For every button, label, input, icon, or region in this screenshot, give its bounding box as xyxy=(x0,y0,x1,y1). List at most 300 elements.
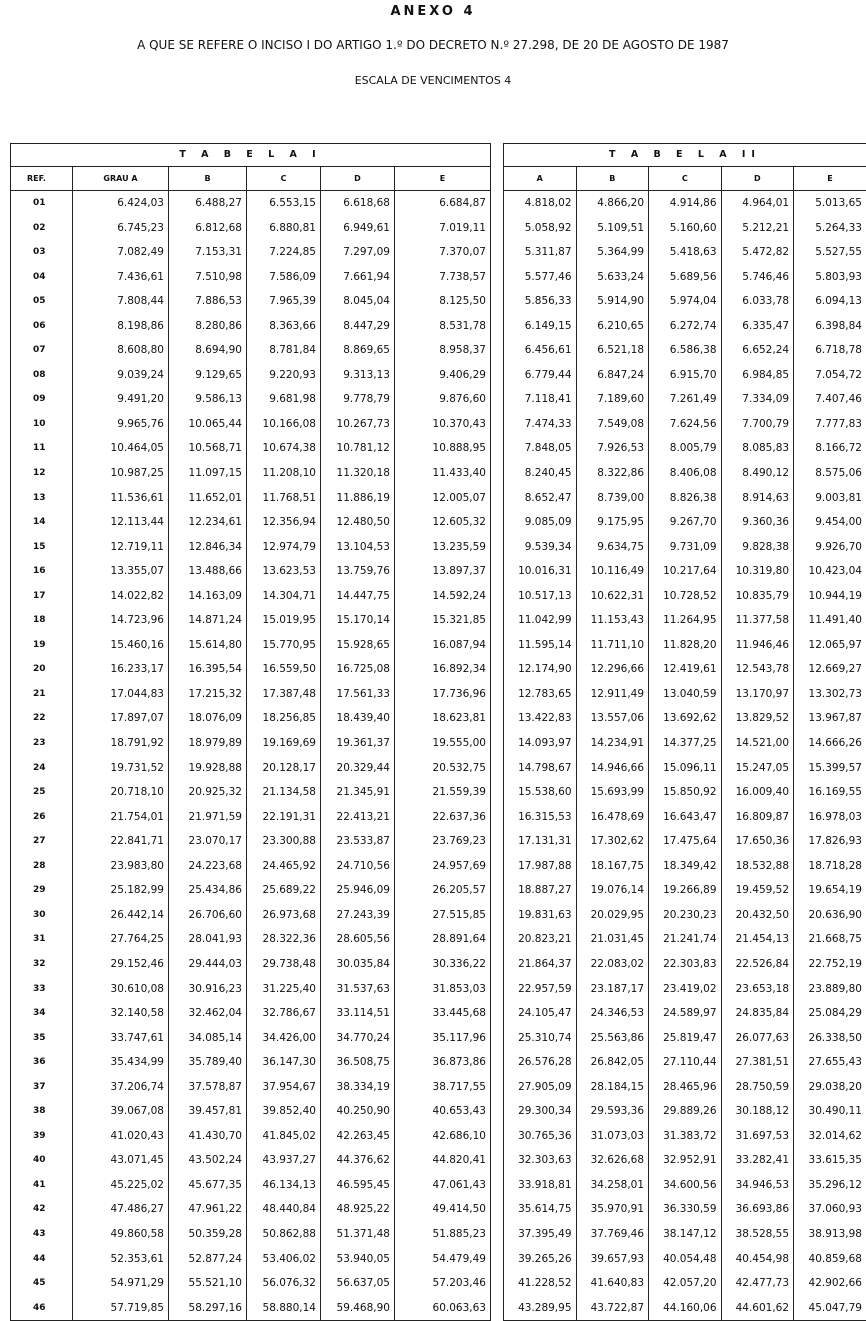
value-cell: 13.557,06 xyxy=(576,706,649,731)
ref-cell: 21 xyxy=(11,682,73,707)
value-cell: 7.224,85 xyxy=(247,240,321,265)
value-cell: 6.652,24 xyxy=(721,338,794,363)
value-cell: 6.210,65 xyxy=(576,314,649,339)
value-cell: 14.666,26 xyxy=(794,731,866,756)
value-cell: 23.419,02 xyxy=(649,977,722,1002)
value-cell: 8.739,00 xyxy=(576,486,649,511)
table-row xyxy=(11,584,491,609)
value-cell: 6.684,87 xyxy=(395,191,491,216)
value-cell: 24.465,92 xyxy=(247,854,321,879)
value-cell: 15.096,11 xyxy=(649,756,722,781)
value-cell: 6.521,18 xyxy=(576,338,649,363)
value-cell: 47.061,43 xyxy=(395,1173,491,1198)
value-cell: 10.888,95 xyxy=(395,436,491,461)
value-cell: 16.809,87 xyxy=(721,805,794,830)
value-cell: 23.187,17 xyxy=(576,977,649,1002)
value-cell: 20.128,17 xyxy=(247,756,321,781)
value-cell: 30.188,12 xyxy=(721,1099,794,1124)
value-cell: 57.719,85 xyxy=(73,1296,169,1321)
value-cell: 40.454,98 xyxy=(721,1247,794,1272)
value-cell: 11.711,10 xyxy=(576,633,649,658)
value-cell: 11.377,58 xyxy=(721,608,794,633)
value-cell: 10.781,12 xyxy=(321,436,395,461)
value-cell: 33.747,61 xyxy=(73,1026,169,1051)
table-row xyxy=(504,854,866,879)
ref-cell: 18 xyxy=(11,608,73,633)
value-cell: 7.153,31 xyxy=(169,240,247,265)
value-cell: 33.615,35 xyxy=(794,1148,866,1173)
value-cell: 31.225,40 xyxy=(247,977,321,1002)
value-cell: 24.346,53 xyxy=(576,1001,649,1026)
value-cell: 9.360,36 xyxy=(721,510,794,535)
value-cell: 10.166,08 xyxy=(247,412,321,437)
value-cell: 17.475,64 xyxy=(649,829,722,854)
value-cell: 18.256,85 xyxy=(247,706,321,731)
value-cell: 34.085,14 xyxy=(169,1026,247,1051)
value-cell: 11.264,95 xyxy=(649,608,722,633)
value-cell: 12.719,11 xyxy=(73,535,169,560)
value-cell: 10.835,79 xyxy=(721,584,794,609)
value-cell: 9.003,81 xyxy=(794,486,866,511)
table-row xyxy=(11,1271,491,1296)
value-cell: 8.447,29 xyxy=(321,314,395,339)
value-cell: 23.983,80 xyxy=(73,854,169,879)
value-cell: 8.045,04 xyxy=(321,289,395,314)
ref-cell: 28 xyxy=(11,854,73,879)
value-cell: 33.282,41 xyxy=(721,1148,794,1173)
value-cell: 22.841,71 xyxy=(73,829,169,854)
ref-cell: 13 xyxy=(11,486,73,511)
value-cell: 22.413,21 xyxy=(321,805,395,830)
value-cell: 37.060,93 xyxy=(794,1197,866,1222)
value-cell: 6.033,78 xyxy=(721,289,794,314)
value-cell: 10.944,19 xyxy=(794,584,866,609)
value-cell: 24.957,69 xyxy=(395,854,491,879)
value-cell: 11.946,46 xyxy=(721,633,794,658)
value-cell: 8.869,65 xyxy=(321,338,395,363)
value-cell: 6.984,85 xyxy=(721,363,794,388)
value-cell: 6.488,27 xyxy=(169,191,247,216)
value-cell: 10.116,49 xyxy=(576,559,649,584)
table-row xyxy=(504,1222,866,1247)
table-row xyxy=(11,191,491,216)
table-row xyxy=(11,1099,491,1124)
value-cell: 23.889,80 xyxy=(794,977,866,1002)
value-cell: 21.134,58 xyxy=(247,780,321,805)
table-row xyxy=(11,952,491,977)
value-cell: 14.304,71 xyxy=(247,584,321,609)
value-cell: 9.406,29 xyxy=(395,363,491,388)
value-cell: 32.303,63 xyxy=(504,1148,577,1173)
value-cell: 8.490,12 xyxy=(721,461,794,486)
ref-cell: 43 xyxy=(11,1222,73,1247)
value-cell: 24.105,47 xyxy=(504,1001,577,1026)
value-cell: 37.395,49 xyxy=(504,1222,577,1247)
value-cell: 4.964,01 xyxy=(721,191,794,216)
value-cell: 48.440,84 xyxy=(247,1197,321,1222)
value-cell: 39.852,40 xyxy=(247,1099,321,1124)
value-cell: 8.198,86 xyxy=(73,314,169,339)
table-row xyxy=(504,216,866,241)
value-cell: 51.371,48 xyxy=(321,1222,395,1247)
table-row xyxy=(11,1026,491,1051)
value-cell: 49.414,50 xyxy=(395,1197,491,1222)
value-cell: 17.826,93 xyxy=(794,829,866,854)
table-row xyxy=(504,805,866,830)
value-cell: 7.370,07 xyxy=(395,240,491,265)
table-row xyxy=(504,1247,866,1272)
value-cell: 26.973,68 xyxy=(247,903,321,928)
table-row xyxy=(11,510,491,535)
value-cell: 18.791,92 xyxy=(73,731,169,756)
value-cell: 60.063,63 xyxy=(395,1296,491,1321)
table-row xyxy=(11,731,491,756)
value-cell: 21.754,01 xyxy=(73,805,169,830)
value-cell: 17.044,83 xyxy=(73,682,169,707)
value-cell: 6.618,68 xyxy=(321,191,395,216)
value-cell: 18.076,09 xyxy=(169,706,247,731)
value-cell: 6.718,78 xyxy=(794,338,866,363)
value-cell: 7.436,61 xyxy=(73,265,169,290)
value-cell: 47.961,22 xyxy=(169,1197,247,1222)
table-row xyxy=(504,878,866,903)
table-row xyxy=(11,1124,491,1149)
value-cell: 7.586,09 xyxy=(247,265,321,290)
table-row xyxy=(504,387,866,412)
value-cell: 5.418,63 xyxy=(649,240,722,265)
value-cell: 19.076,14 xyxy=(576,878,649,903)
value-cell: 6.915,70 xyxy=(649,363,722,388)
ref-cell: 39 xyxy=(11,1124,73,1149)
ref-cell: 34 xyxy=(11,1001,73,1026)
value-cell: 5.689,56 xyxy=(649,265,722,290)
value-cell: 6.779,44 xyxy=(504,363,577,388)
value-cell: 40.859,68 xyxy=(794,1247,866,1272)
value-cell: 21.241,74 xyxy=(649,927,722,952)
value-cell: 24.710,56 xyxy=(321,854,395,879)
value-cell: 27.381,51 xyxy=(721,1050,794,1075)
value-cell: 23.070,17 xyxy=(169,829,247,854)
value-cell: 7.661,94 xyxy=(321,265,395,290)
value-cell: 49.860,58 xyxy=(73,1222,169,1247)
value-cell: 25.689,22 xyxy=(247,878,321,903)
value-cell: 30.336,22 xyxy=(395,952,491,977)
value-cell: 12.846,34 xyxy=(169,535,247,560)
value-cell: 36.508,75 xyxy=(321,1050,395,1075)
value-cell: 38.147,12 xyxy=(649,1222,722,1247)
value-cell: 8.694,90 xyxy=(169,338,247,363)
value-cell: 37.578,87 xyxy=(169,1075,247,1100)
value-cell: 42.686,10 xyxy=(395,1124,491,1149)
table-row xyxy=(11,240,491,265)
document-subtitle: A QUE SE REFERE O INCISO I DO ARTIGO 1.º DO DECRETO N.º 27.298, DE 20 DE AGOSTO DE 1987 xyxy=(0,38,866,52)
table-row xyxy=(11,927,491,952)
value-cell: 5.746,46 xyxy=(721,265,794,290)
value-cell: 13.897,37 xyxy=(395,559,491,584)
table-row xyxy=(11,265,491,290)
value-cell: 9.731,09 xyxy=(649,535,722,560)
value-cell: 31.073,03 xyxy=(576,1124,649,1149)
value-cell: 17.561,33 xyxy=(321,682,395,707)
table-row xyxy=(11,1148,491,1173)
value-cell: 10.464,05 xyxy=(73,436,169,461)
value-cell: 39.657,93 xyxy=(576,1247,649,1272)
value-cell: 28.041,93 xyxy=(169,927,247,952)
value-cell: 10.517,13 xyxy=(504,584,577,609)
table-row xyxy=(504,977,866,1002)
value-cell: 41.020,43 xyxy=(73,1124,169,1149)
value-cell: 12.480,50 xyxy=(321,510,395,535)
value-cell: 19.831,63 xyxy=(504,903,577,928)
value-cell: 14.163,09 xyxy=(169,584,247,609)
value-cell: 29.593,36 xyxy=(576,1099,649,1124)
value-cell: 19.361,37 xyxy=(321,731,395,756)
ref-cell: 37 xyxy=(11,1075,73,1100)
value-cell: 17.387,48 xyxy=(247,682,321,707)
value-cell: 42.902,66 xyxy=(794,1271,866,1296)
table-row xyxy=(504,535,866,560)
value-cell: 16.478,69 xyxy=(576,805,649,830)
table-row xyxy=(11,1197,491,1222)
value-cell: 56.076,32 xyxy=(247,1271,321,1296)
column-header: GRAU A xyxy=(73,167,169,191)
value-cell: 18.439,40 xyxy=(321,706,395,731)
ref-cell: 16 xyxy=(11,559,73,584)
value-cell: 45.677,35 xyxy=(169,1173,247,1198)
table-row xyxy=(11,314,491,339)
value-cell: 5.264,33 xyxy=(794,216,866,241)
value-cell: 5.856,33 xyxy=(504,289,577,314)
value-cell: 9.313,13 xyxy=(321,363,395,388)
value-cell: 32.014,62 xyxy=(794,1124,866,1149)
table-row xyxy=(11,805,491,830)
value-cell: 18.167,75 xyxy=(576,854,649,879)
value-cell: 35.789,40 xyxy=(169,1050,247,1075)
table-row xyxy=(11,903,491,928)
column-header: B xyxy=(169,167,247,191)
value-cell: 11.320,18 xyxy=(321,461,395,486)
table-row xyxy=(11,338,491,363)
value-cell: 25.434,86 xyxy=(169,878,247,903)
value-cell: 14.377,25 xyxy=(649,731,722,756)
table-row xyxy=(504,1099,866,1124)
value-cell: 8.575,06 xyxy=(794,461,866,486)
value-cell: 12.296,66 xyxy=(576,657,649,682)
table-row xyxy=(504,584,866,609)
value-cell: 11.828,20 xyxy=(649,633,722,658)
table-row xyxy=(504,1075,866,1100)
value-cell: 20.532,75 xyxy=(395,756,491,781)
ref-cell: 31 xyxy=(11,927,73,952)
value-cell: 28.750,59 xyxy=(721,1075,794,1100)
value-cell: 11.491,40 xyxy=(794,608,866,633)
value-cell: 8.125,50 xyxy=(395,289,491,314)
value-cell: 29.038,20 xyxy=(794,1075,866,1100)
value-cell: 14.798,67 xyxy=(504,756,577,781)
value-cell: 12.065,97 xyxy=(794,633,866,658)
value-cell: 14.447,75 xyxy=(321,584,395,609)
value-cell: 12.911,49 xyxy=(576,682,649,707)
value-cell: 7.189,60 xyxy=(576,387,649,412)
value-cell: 43.502,24 xyxy=(169,1148,247,1173)
value-cell: 8.363,66 xyxy=(247,314,321,339)
table-row xyxy=(11,1075,491,1100)
value-cell: 32.140,58 xyxy=(73,1001,169,1026)
value-cell: 13.170,97 xyxy=(721,682,794,707)
value-cell: 13.692,62 xyxy=(649,706,722,731)
value-cell: 7.700,79 xyxy=(721,412,794,437)
value-cell: 13.488,66 xyxy=(169,559,247,584)
value-cell: 30.490,11 xyxy=(794,1099,866,1124)
value-cell: 7.808,44 xyxy=(73,289,169,314)
value-cell: 15.170,14 xyxy=(321,608,395,633)
value-cell: 15.850,92 xyxy=(649,780,722,805)
value-cell: 21.454,13 xyxy=(721,927,794,952)
value-cell: 23.533,87 xyxy=(321,829,395,854)
value-cell: 31.697,53 xyxy=(721,1124,794,1149)
value-cell: 15.693,99 xyxy=(576,780,649,805)
value-cell: 21.668,75 xyxy=(794,927,866,952)
value-cell: 22.191,31 xyxy=(247,805,321,830)
value-cell: 20.925,32 xyxy=(169,780,247,805)
value-cell: 19.654,19 xyxy=(794,878,866,903)
value-cell: 26.842,05 xyxy=(576,1050,649,1075)
value-cell: 38.528,55 xyxy=(721,1222,794,1247)
value-cell: 8.958,37 xyxy=(395,338,491,363)
ref-cell: 01 xyxy=(11,191,73,216)
value-cell: 47.486,27 xyxy=(73,1197,169,1222)
value-cell: 26.576,28 xyxy=(504,1050,577,1075)
table-row xyxy=(11,216,491,241)
table-row xyxy=(11,461,491,486)
table-row xyxy=(504,1026,866,1051)
value-cell: 41.228,52 xyxy=(504,1271,577,1296)
value-cell: 23.300,88 xyxy=(247,829,321,854)
value-cell: 16.169,55 xyxy=(794,780,866,805)
ref-cell: 02 xyxy=(11,216,73,241)
value-cell: 40.653,43 xyxy=(395,1099,491,1124)
tabela-ii xyxy=(503,143,866,1321)
value-cell: 22.083,02 xyxy=(576,952,649,977)
value-cell: 17.650,36 xyxy=(721,829,794,854)
value-cell: 10.217,64 xyxy=(649,559,722,584)
value-cell: 6.949,61 xyxy=(321,216,395,241)
value-cell: 5.212,21 xyxy=(721,216,794,241)
value-cell: 35.296,12 xyxy=(794,1173,866,1198)
ref-cell: 05 xyxy=(11,289,73,314)
column-header: C xyxy=(247,167,321,191)
value-cell: 6.149,15 xyxy=(504,314,577,339)
value-cell: 9.454,00 xyxy=(794,510,866,535)
value-cell: 8.280,86 xyxy=(169,314,247,339)
value-cell: 38.913,98 xyxy=(794,1222,866,1247)
table-row xyxy=(11,1173,491,1198)
value-cell: 10.319,80 xyxy=(721,559,794,584)
value-cell: 5.914,90 xyxy=(576,289,649,314)
value-cell: 40.250,90 xyxy=(321,1099,395,1124)
ref-cell: 33 xyxy=(11,977,73,1002)
value-cell: 54.479,49 xyxy=(395,1247,491,1272)
value-cell: 54.971,29 xyxy=(73,1271,169,1296)
value-cell: 26.338,50 xyxy=(794,1026,866,1051)
value-cell: 35.434,99 xyxy=(73,1050,169,1075)
value-cell: 14.093,97 xyxy=(504,731,577,756)
table-row xyxy=(11,608,491,633)
value-cell: 16.725,08 xyxy=(321,657,395,682)
ref-cell: 35 xyxy=(11,1026,73,1051)
ref-cell: 45 xyxy=(11,1271,73,1296)
ref-cell: 25 xyxy=(11,780,73,805)
value-cell: 43.289,95 xyxy=(504,1296,577,1321)
table-row xyxy=(504,1148,866,1173)
value-cell: 7.019,11 xyxy=(395,216,491,241)
value-cell: 9.965,76 xyxy=(73,412,169,437)
value-cell: 29.300,34 xyxy=(504,1099,577,1124)
value-cell: 20.432,50 xyxy=(721,903,794,928)
value-cell: 41.845,02 xyxy=(247,1124,321,1149)
value-cell: 39.457,81 xyxy=(169,1099,247,1124)
table-row xyxy=(11,363,491,388)
value-cell: 22.752,19 xyxy=(794,952,866,977)
value-cell: 43.937,27 xyxy=(247,1148,321,1173)
table-row xyxy=(11,682,491,707)
value-cell: 58.880,14 xyxy=(247,1296,321,1321)
value-cell: 10.016,31 xyxy=(504,559,577,584)
ref-cell: 22 xyxy=(11,706,73,731)
value-cell: 25.310,74 xyxy=(504,1026,577,1051)
value-cell: 19.731,52 xyxy=(73,756,169,781)
table-row xyxy=(504,731,866,756)
value-cell: 16.559,50 xyxy=(247,657,321,682)
table-row xyxy=(11,854,491,879)
value-cell: 5.472,82 xyxy=(721,240,794,265)
value-cell: 33.918,81 xyxy=(504,1173,577,1198)
table-row xyxy=(504,265,866,290)
table-row xyxy=(11,1050,491,1075)
ref-cell: 38 xyxy=(11,1099,73,1124)
value-cell: 43.722,87 xyxy=(576,1296,649,1321)
value-cell: 7.054,72 xyxy=(794,363,866,388)
value-cell: 25.563,86 xyxy=(576,1026,649,1051)
value-cell: 5.311,87 xyxy=(504,240,577,265)
table-row xyxy=(504,756,866,781)
value-cell: 25.819,47 xyxy=(649,1026,722,1051)
value-cell: 36.693,86 xyxy=(721,1197,794,1222)
value-cell: 11.595,14 xyxy=(504,633,577,658)
value-cell: 26.205,57 xyxy=(395,878,491,903)
table-row xyxy=(11,977,491,1002)
table-row xyxy=(11,657,491,682)
value-cell: 11.097,15 xyxy=(169,461,247,486)
value-cell: 10.987,25 xyxy=(73,461,169,486)
table-row xyxy=(11,1296,491,1321)
value-cell: 23.653,18 xyxy=(721,977,794,1002)
value-cell: 20.029,95 xyxy=(576,903,649,928)
ref-cell: 11 xyxy=(11,436,73,461)
table-row xyxy=(11,706,491,731)
value-cell: 10.065,44 xyxy=(169,412,247,437)
value-cell: 8.240,45 xyxy=(504,461,577,486)
value-cell: 6.847,24 xyxy=(576,363,649,388)
ref-cell: 09 xyxy=(11,387,73,412)
value-cell: 20.823,21 xyxy=(504,927,577,952)
value-cell: 8.914,63 xyxy=(721,486,794,511)
column-header: D xyxy=(721,167,794,191)
value-cell: 11.208,10 xyxy=(247,461,321,486)
value-cell: 9.828,38 xyxy=(721,535,794,560)
value-cell: 7.738,57 xyxy=(395,265,491,290)
value-cell: 15.770,95 xyxy=(247,633,321,658)
